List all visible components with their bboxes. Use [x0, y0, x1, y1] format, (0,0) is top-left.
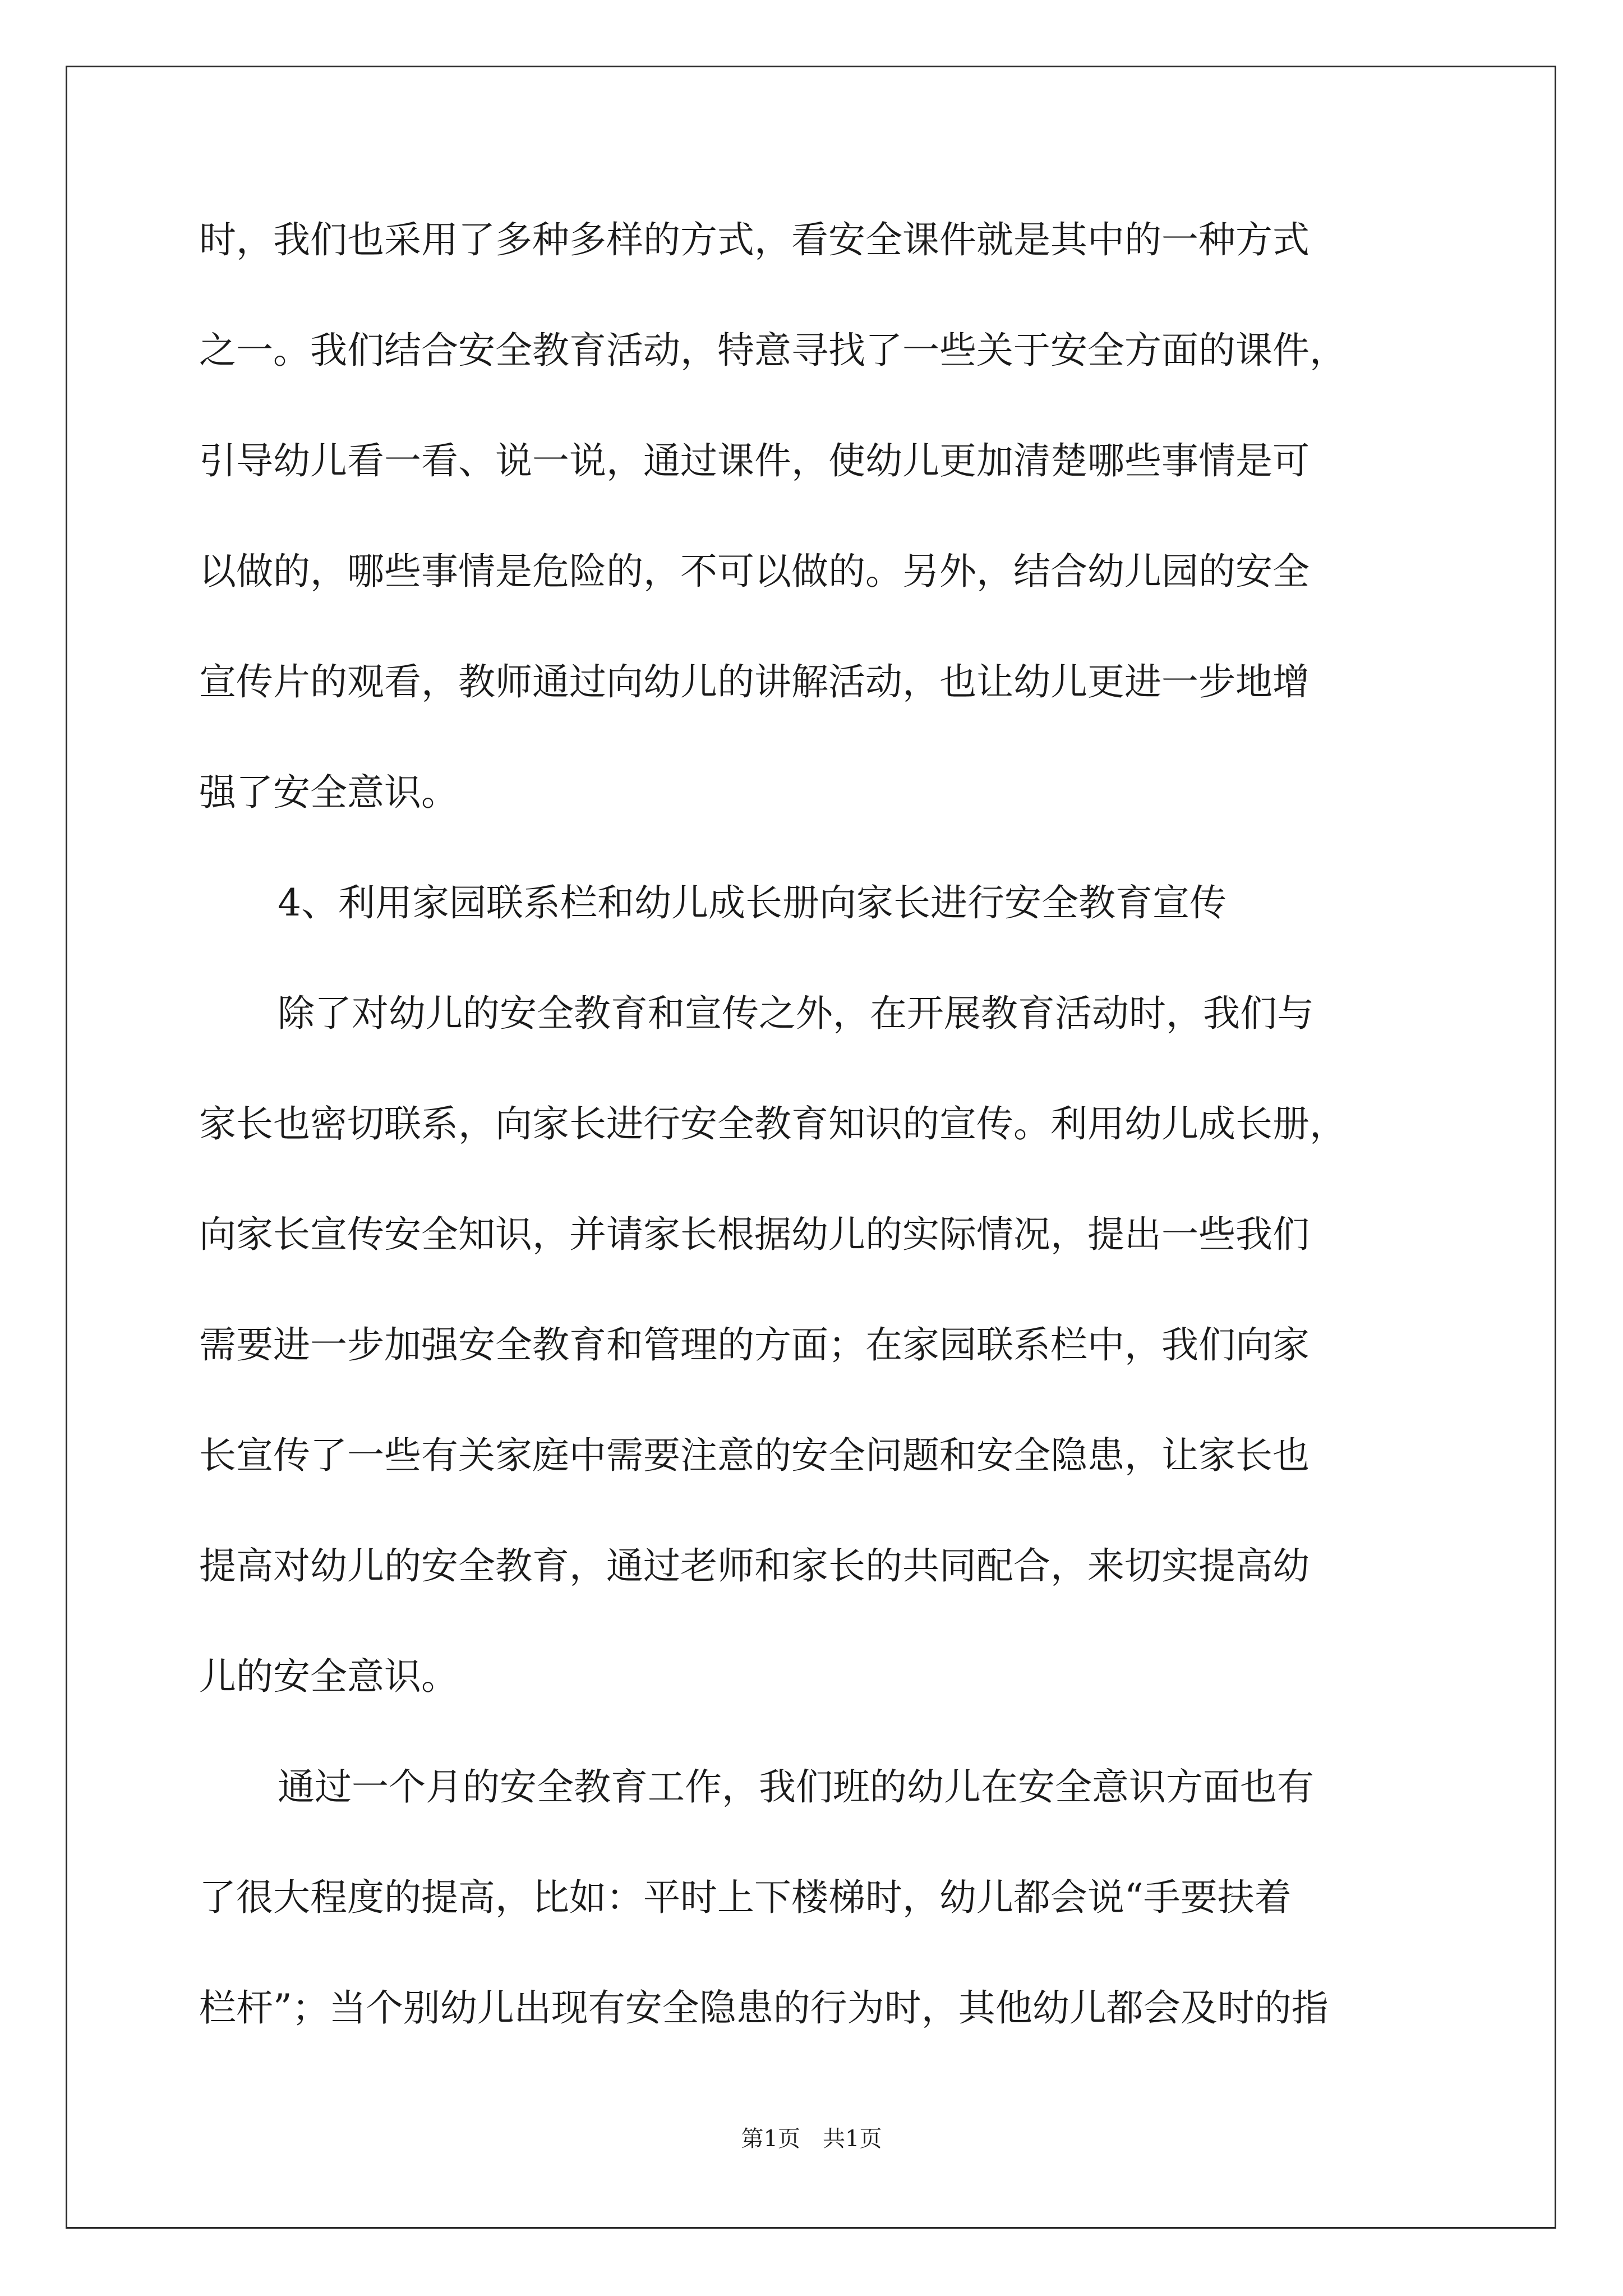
text-line-10: 向家长宣传安全知识，并请家长根据幼儿的实际情况，提出一些我们: [199, 1213, 1310, 1256]
document-body: [199, 218, 1427, 2100]
page-number: 第1页: [741, 2126, 800, 2152]
page-footer: [0, 2127, 1623, 2151]
text-line-6: 强了安全意识。: [199, 771, 458, 814]
text-line-15: 通过一个月的安全教育工作，我们班的幼儿在安全意识方面也有: [278, 1765, 1314, 1809]
text-line-13: 提高对幼儿的安全教育，通过老师和家长的共同配合，来切实提高幼: [199, 1544, 1310, 1588]
text-line-4: 以做的，哪些事情是危险的，不可以做的。另外，结合幼儿园的安全: [199, 550, 1310, 593]
text-line-14: 儿的安全意识。: [199, 1655, 458, 1698]
text-line-12: 长宣传了一些有关家庭中需要注意的安全问题和安全隐患，让家长也: [199, 1434, 1310, 1477]
text-line-17: 栏杆”；当个别幼儿出现有安全隐患的行为时，其他幼儿都会及时的指: [199, 1986, 1329, 2030]
text-line-9: 家长也密切联系，向家长进行安全教育知识的宣传。利用幼儿成长册，: [199, 1102, 1347, 1145]
text-line-5: 宣传片的观看，教师通过向幼儿的讲解活动，也让幼儿更进一步地增: [199, 660, 1310, 703]
text-line-8: 除了对幼儿的安全教育和宣传之外，在开展教育活动时，我们与: [278, 992, 1314, 1035]
text-line-16: 了很大程度的提高，比如：平时上下楼梯时，幼儿都会说“手要扶着: [199, 1876, 1292, 1919]
section-heading: 4、利用家园联系栏和幼儿成长册向家长进行安全教育宣传: [278, 881, 1227, 924]
page-total: 共1页: [823, 2126, 882, 2152]
text-line-2: 之一。我们结合安全教育活动，特意寻找了一些关于安全方面的课件，: [199, 329, 1347, 372]
text-line-1: 时，我们也采用了多种多样的方式，看安全课件就是其中的一种方式: [199, 218, 1310, 261]
text-line-3: 引导幼儿看一看、说一说，通过课件，使幼儿更加清楚哪些事情是可: [199, 439, 1310, 482]
text-line-11: 需要进一步加强安全教育和管理的方面；在家园联系栏中，我们向家: [199, 1323, 1310, 1366]
